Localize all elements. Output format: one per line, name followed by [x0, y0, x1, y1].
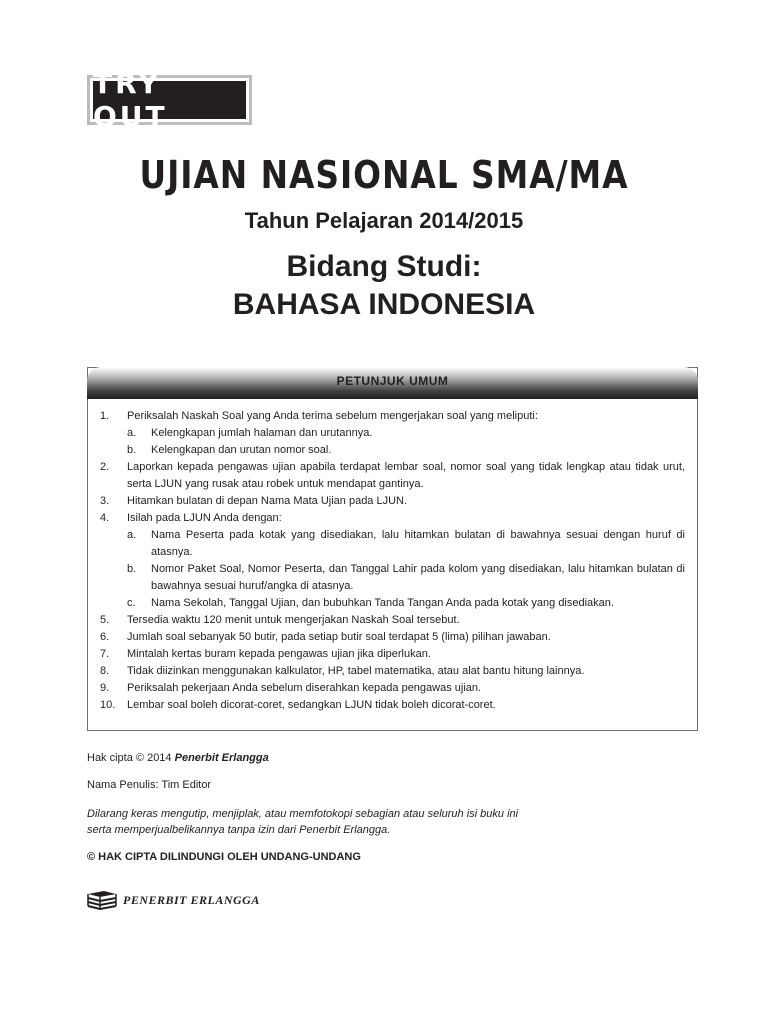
copyright-line [87, 752, 269, 764]
publisher-logo-text: PENERBIT ERLANGGA [123, 892, 260, 907]
instruction-item [88, 493, 697, 510]
instruction-text: Laporkan kepada pengawas ujian apabila terdapat lembar soal, nomor soal yang tidak lengkap atau tidak urut, serta LJUN yang rusak atau robek untuk mendapat gantinya. [127, 461, 685, 490]
subitem-text: Nama Sekolah, Tanggal Ujian, dan bubuhkan Tanda Tangan Anda pada kotak yang disediakan. [151, 597, 614, 609]
instructions-heading: PETUNJUK UMUM [336, 374, 449, 388]
try-out-badge [87, 67, 252, 133]
subitem-text: Nomor Paket Soal, Nomor Peserta, dan Tanggal Lahir pada kolom yang disediakan, lalu hitamkan bulatan di bawahnya sesuai huruf/angka di atasnya. [151, 563, 685, 592]
instruction-number: 6. [100, 631, 110, 643]
subject-name: BAHASA INDONESIA [232, 288, 536, 321]
instruction-number: 8. [100, 665, 110, 677]
instruction-item [88, 510, 697, 527]
instructions-box [87, 367, 698, 731]
instruction-text: Periksalah Naskah Soal yang Anda terima sebelum mengerjakan soal yang meliputi: [127, 410, 538, 422]
instruction-text: Periksalah pekerjaan Anda sebelum diserahkan kepada pengawas ujian. [127, 682, 482, 694]
subitem-text: Kelengkapan jumlah halaman dan urutannya. [151, 427, 373, 439]
copyright-prefix: Hak cipta © 2014 [87, 752, 175, 764]
instruction-number: 4. [100, 512, 110, 524]
instruction-item [88, 697, 697, 714]
instruction-text: Hitamkan bulatan di depan Nama Mata Ujian pada LJUN. [127, 495, 408, 507]
instruction-item [88, 629, 697, 646]
exam-title: UJIAN NASIONAL SMA/MA [139, 153, 629, 197]
academic-year: Tahun Pelajaran 2014/2015 [244, 208, 524, 233]
book-stack-icon [87, 890, 117, 910]
field-label: Bidang Studi: [286, 250, 482, 283]
instruction-number: 1. [100, 410, 110, 422]
instruction-item [88, 408, 697, 425]
instruction-subitem [88, 561, 697, 595]
subitem-text: Nama Peserta pada kotak yang disediakan, lalu hitamkan bulatan di bawahnya sesuai dengan huruf di atasnya. [151, 529, 685, 558]
instruction-subitem [88, 442, 697, 459]
subitem-label: b. [127, 444, 137, 456]
instruction-item [88, 663, 697, 680]
instruction-item [88, 459, 697, 493]
instruction-subitem [88, 595, 697, 612]
legal-notice: Dilarang keras mengutip, menjiplak, atau memfotokopi sebagian atau seluruh isi buku ini serta memperjualbelikannya tanpa izin dari Penerbit Erlangga. [87, 808, 519, 836]
instruction-number: 9. [100, 682, 110, 694]
subitem-label: a. [127, 529, 137, 541]
instruction-number: 7. [100, 648, 110, 660]
instruction-text: Jumlah soal sebanyak 50 butir, pada setiap butir soal terdapat 5 (lima) pilihan jawaban. [127, 631, 551, 643]
instructions-list [88, 408, 697, 714]
subitem-text: Kelengkapan dan urutan nomor soal. [151, 444, 332, 456]
instruction-item [88, 646, 697, 663]
subitem-label: b. [127, 563, 137, 575]
instruction-item [88, 680, 697, 697]
instruction-text: Tersedia waktu 120 menit untuk mengerjakan Naskah Soal tersebut. [127, 614, 460, 626]
instruction-text: Tidak diizinkan menggunakan kalkulator, HP, tabel matematika, atau alat bantu hitung lainnya. [127, 665, 585, 677]
publisher-logo [87, 890, 260, 910]
instruction-number: 2. [100, 461, 110, 473]
try-out-label: TRY OUT [93, 81, 246, 119]
copyright-protected: © HAK CIPTA DILINDUNGI OLEH UNDANG-UNDANG [87, 851, 361, 863]
author-line: Nama Penulis: Tim Editor [87, 779, 212, 791]
instruction-subitem [88, 527, 697, 561]
instruction-number: 5. [100, 614, 110, 626]
instruction-text: Isilah pada LJUN Anda dengan: [127, 512, 282, 524]
instruction-subitem [88, 425, 697, 442]
instruction-number: 10. [100, 699, 116, 711]
subitem-label: a. [127, 427, 137, 439]
subitem-label: c. [127, 597, 136, 609]
instruction-item [88, 612, 697, 629]
copyright-publisher: Penerbit Erlangga [174, 752, 269, 764]
instruction-text: Lembar soal boleh dicorat-coret, sedangkan LJUN tidak boleh dicorat-coret. [127, 699, 496, 711]
instruction-text: Mintalah kertas buram kepada pengawas ujian jika diperlukan. [127, 648, 431, 660]
instructions-header [87, 367, 698, 399]
instruction-number: 3. [100, 495, 110, 507]
